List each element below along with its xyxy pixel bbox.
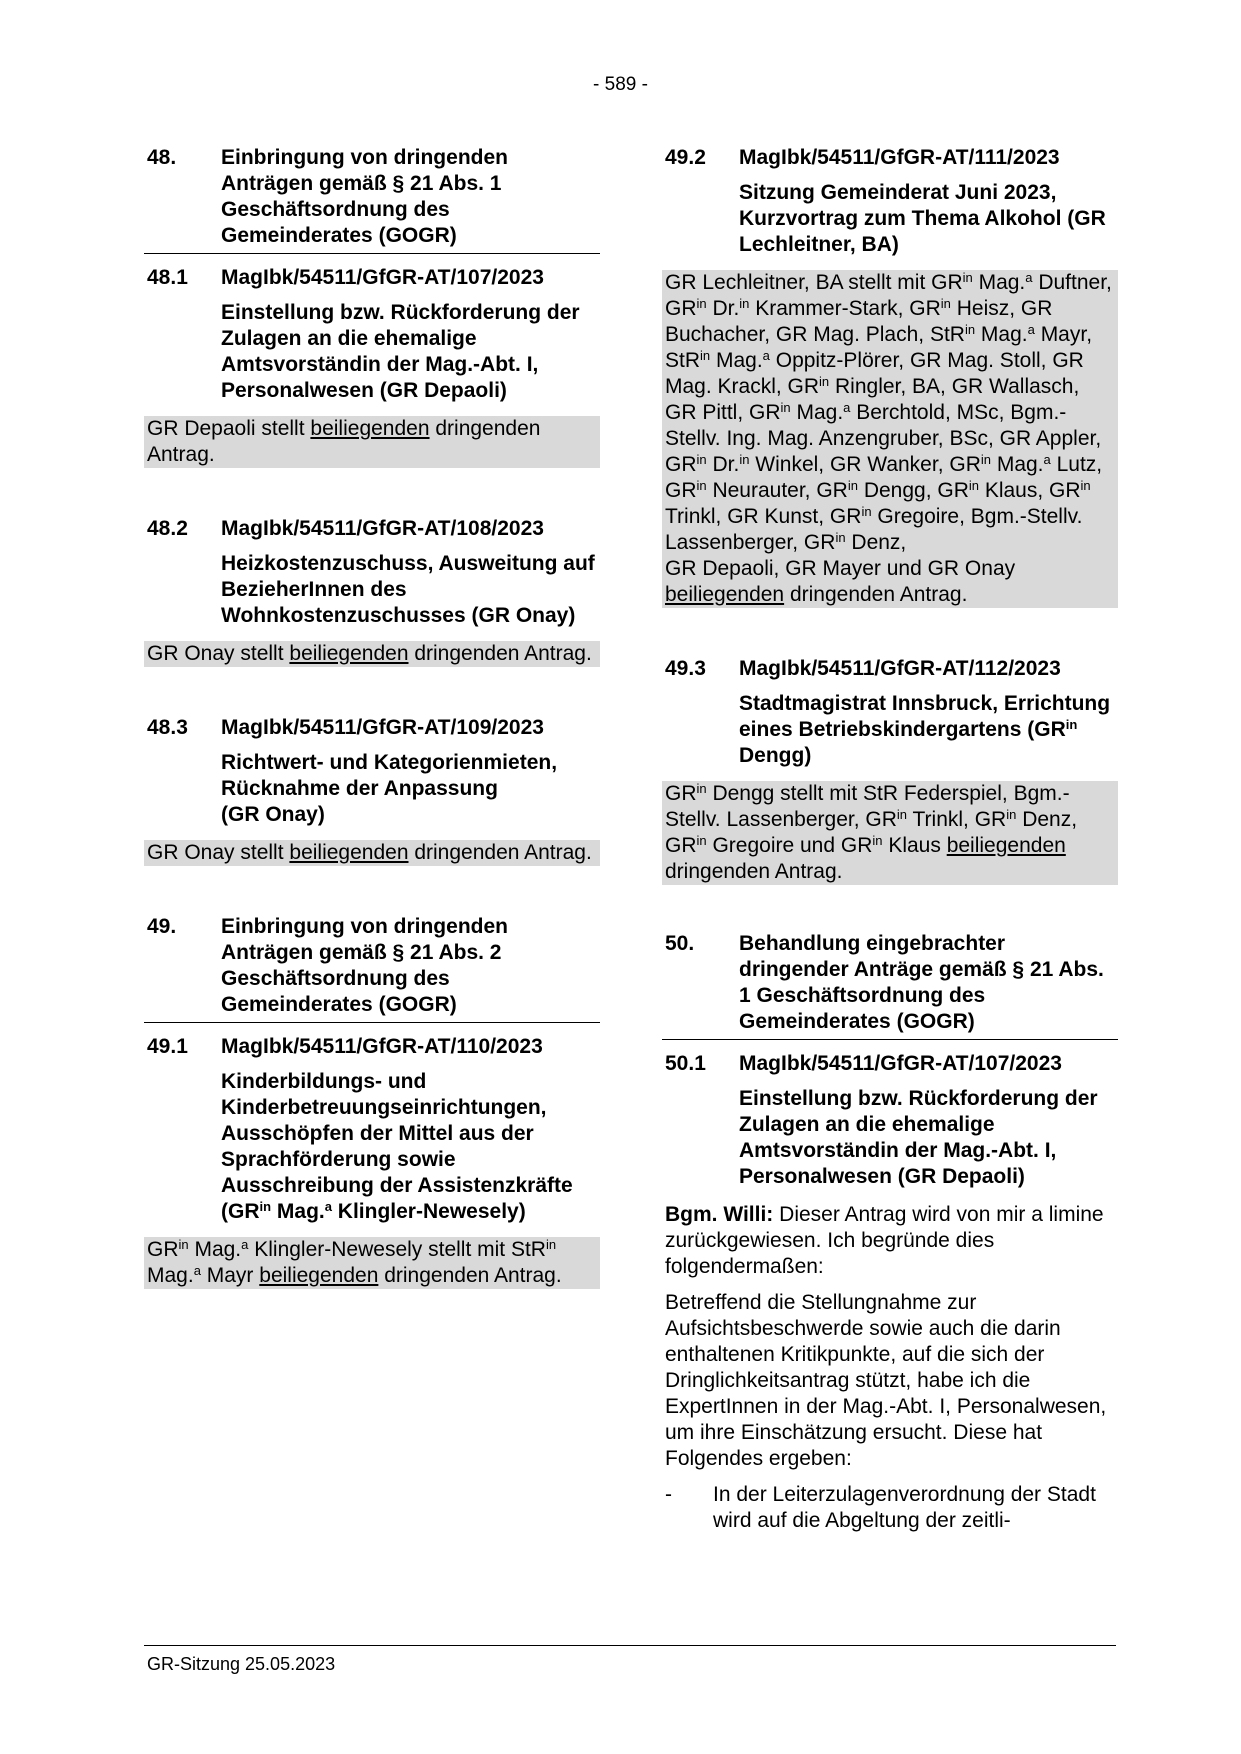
file-reference: MagIbk/54511/GfGR-AT/108/2023: [221, 517, 544, 540]
item-49-3-reference: [665, 656, 1115, 682]
item-49-2-title: Sitzung Gemeinderat Juni 2023, Kurzvortrag zum Thema Alkohol (GR Lechleitner, BA): [739, 181, 1106, 256]
file-reference: MagIbk/54511/GfGR-AT/107/2023: [221, 266, 544, 289]
attachment-link[interactable]: beiliegenden: [289, 841, 409, 864]
item-49-3-motion: $GR^{in}$ Dengg stellt mit StR Federspiel, Bgm.-Stellv. Lassenberger, $GR^{in}$ Trinkl, $GR^{in}$ Denz, $GR^{in}$ Gregoire und $GR^{in}$ Klaus beiliegenden dringenden Antrag.: [662, 781, 1118, 885]
attachment-link[interactable]: beiliegenden: [946, 834, 1066, 857]
item-49-1-reference: [147, 1034, 597, 1060]
file-reference: MagIbk/54511/GfGR-AT/107/2023: [739, 1052, 1062, 1075]
section-48-heading: [144, 145, 600, 254]
item-number: 48.2: [147, 517, 188, 540]
item-50-1-reference: [665, 1051, 1115, 1077]
item-50-1-title: Einstellung bzw. Rückforderung der Zulagen an die ehemalige Amtsvorständin der Mag.-Abt. I, Personalwesen (GR Depaoli): [739, 1087, 1098, 1188]
attachment-link[interactable]: beiliegenden: [289, 642, 409, 665]
section-title: Behandlung eingebrachter dringender Anträge gemäß § 21 Abs. 1 Geschäftsordnung des Gemeinderates (GOGR): [739, 932, 1104, 1033]
section-number: 49.: [147, 915, 177, 938]
page-number: - 589 -: [593, 74, 648, 95]
file-reference: MagIbk/54511/GfGR-AT/112/2023: [739, 657, 1061, 680]
item-number: 49.2: [665, 146, 706, 169]
item-48-1-motion: GR Depaoli stellt beiliegenden dringenden Antrag.: [144, 416, 600, 468]
attachment-link[interactable]: beiliegenden: [259, 1264, 379, 1287]
item-number: 49.3: [665, 657, 706, 680]
bullet-dash: -: [665, 1483, 672, 1506]
speaker-name: Bgm. Willi:: [665, 1203, 774, 1226]
section-title: Einbringung von dringenden Anträgen gemäß § 21 Abs. 1 Geschäftsordnung des Gemeinderates (GOGR): [221, 146, 508, 247]
section-title: Einbringung von dringenden Anträgen gemäß § 21 Abs. 2 Geschäftsordnung des Gemeinderates (GOGR): [221, 915, 508, 1016]
item-49-1-motion: $GR^{in}$ Mag.$^a$ Klingler-Newesely stellt mit StR$^{in}$ Mag.$^a$ Mayr beiliegenden dringenden Antrag.: [144, 1237, 600, 1289]
left-column: [147, 145, 597, 1289]
item-48-1-reference: [147, 265, 597, 291]
item-number: 48.3: [147, 716, 188, 739]
section-number: 50.: [665, 932, 695, 955]
item-49-3-title: Stadtmagistrat Innsbruck, Errichtung eines Betriebskindergartens ($GR^{in}$ Dengg): [739, 692, 1111, 767]
body-paragraph: Betreffend die Stellungnahme zur Aufsichtsbeschwerde sowie auch die darin enthaltenen Kritikpunkte, auf die sich der Dringlichkeitsantrag stützt, habe ich die ExpertInnen in der Mag.-Abt. I, Personalwesen, um ihre Einschätzung ersucht. Diese hat Folgendes ergeben:: [665, 1291, 1107, 1470]
section-50-heading: [662, 931, 1118, 1040]
item-48-3-reference: [147, 715, 597, 741]
footer-text: GR-Sitzung 25.05.2023: [147, 1654, 336, 1674]
item-49-2-reference: [665, 145, 1115, 171]
footer-divider: [144, 1645, 1116, 1646]
item-number: 50.1: [665, 1052, 706, 1075]
section-49-heading: [144, 914, 600, 1023]
section-number: 48.: [147, 146, 177, 169]
item-48-3-motion: GR Onay stellt beiliegenden dringenden Antrag.: [144, 840, 600, 866]
file-reference: MagIbk/54511/GfGR-AT/111/2023: [739, 146, 1060, 169]
item-number: 49.1: [147, 1035, 188, 1058]
bullet-item: - In der Leiterzulagenverordnung der Stadt wird auf die Abgeltung der zeitli-: [665, 1483, 1096, 1532]
right-column: [665, 145, 1115, 1534]
item-number: 48.1: [147, 266, 188, 289]
item-48-2-motion: GR Onay stellt beiliegenden dringenden Antrag.: [144, 641, 600, 667]
file-reference: MagIbk/54511/GfGR-AT/110/2023: [221, 1035, 543, 1058]
item-49-2-motion: GR Lechleitner, BA stellt mit $GR^{in}$ Mag.$^a$ Duftner, $GR^{in}$ Dr.$^{in}$ Krammer-Stark, $GR^{in}$ Heisz, GR Buchacher, GR Mag. Plach, StR$^{in}$ Mag.$^a$ Mayr, StR$^{in}$ Mag.$^a$ Oppitz-Plörer, GR Mag. Stoll, GR Mag. Krackl, $GR^{in}$ Ringler, BA, GR Wallasch, GR Pittl, $GR^{in}$ Mag.$^a$ Berchtold, MSc, Bgm.-Stellv. Ing. Mag. Anzengruber, BSc, GR Appler, $GR^{in}$ Dr.$^{in}$ Winkel, GR Wanker, $GR^{in}$ Mag.$^a$ Lutz, $GR^{in}$ Neurauter, $GR^{in}$ Dengg, $GR^{in}$ Klaus, $GR^{in}$ Trinkl, GR Kunst, $GR^{in}$ Gregoire, Bgm.-Stellv. Lassenberger, $GR^{in}$ Denz, GR Depaoli, GR Mayer und GR Onay beiliegenden dringenden Antrag.: [662, 270, 1118, 608]
attachment-link[interactable]: beiliegenden: [310, 417, 430, 440]
attachment-link[interactable]: beiliegenden: [665, 583, 785, 606]
item-48-1-title: Einstellung bzw. Rückforderung der Zulagen an die ehemalige Amtsvorständin der Mag.-Abt. I, Personalwesen (GR Depaoli): [221, 301, 580, 402]
item-48-2-title: Heizkostenzuschuss, Ausweitung auf BezieherInnen des Wohnkostenzuschusses (GR Onay): [221, 552, 595, 627]
item-49-1-title: Kinderbildungs- und Kinderbetreuungseinrichtungen, Ausschöpfen der Mittel aus der Sprachförderung sowie Ausschreibung der Assistenzkräfte ($GR^{in}$ Mag.$^a$ Klingler-Newesely): [221, 1070, 573, 1223]
file-reference: MagIbk/54511/GfGR-AT/109/2023: [221, 716, 544, 739]
speaker-statement: Bgm. Willi: Dieser Antrag wird von mir a limine zurückgewiesen. Ich begründe dies folgendermaßen:: [665, 1203, 1104, 1278]
item-48-2-reference: [147, 516, 597, 542]
item-48-3-title: Richtwert- und Kategorienmieten, Rücknahme der Anpassung (GR Onay): [221, 751, 558, 826]
